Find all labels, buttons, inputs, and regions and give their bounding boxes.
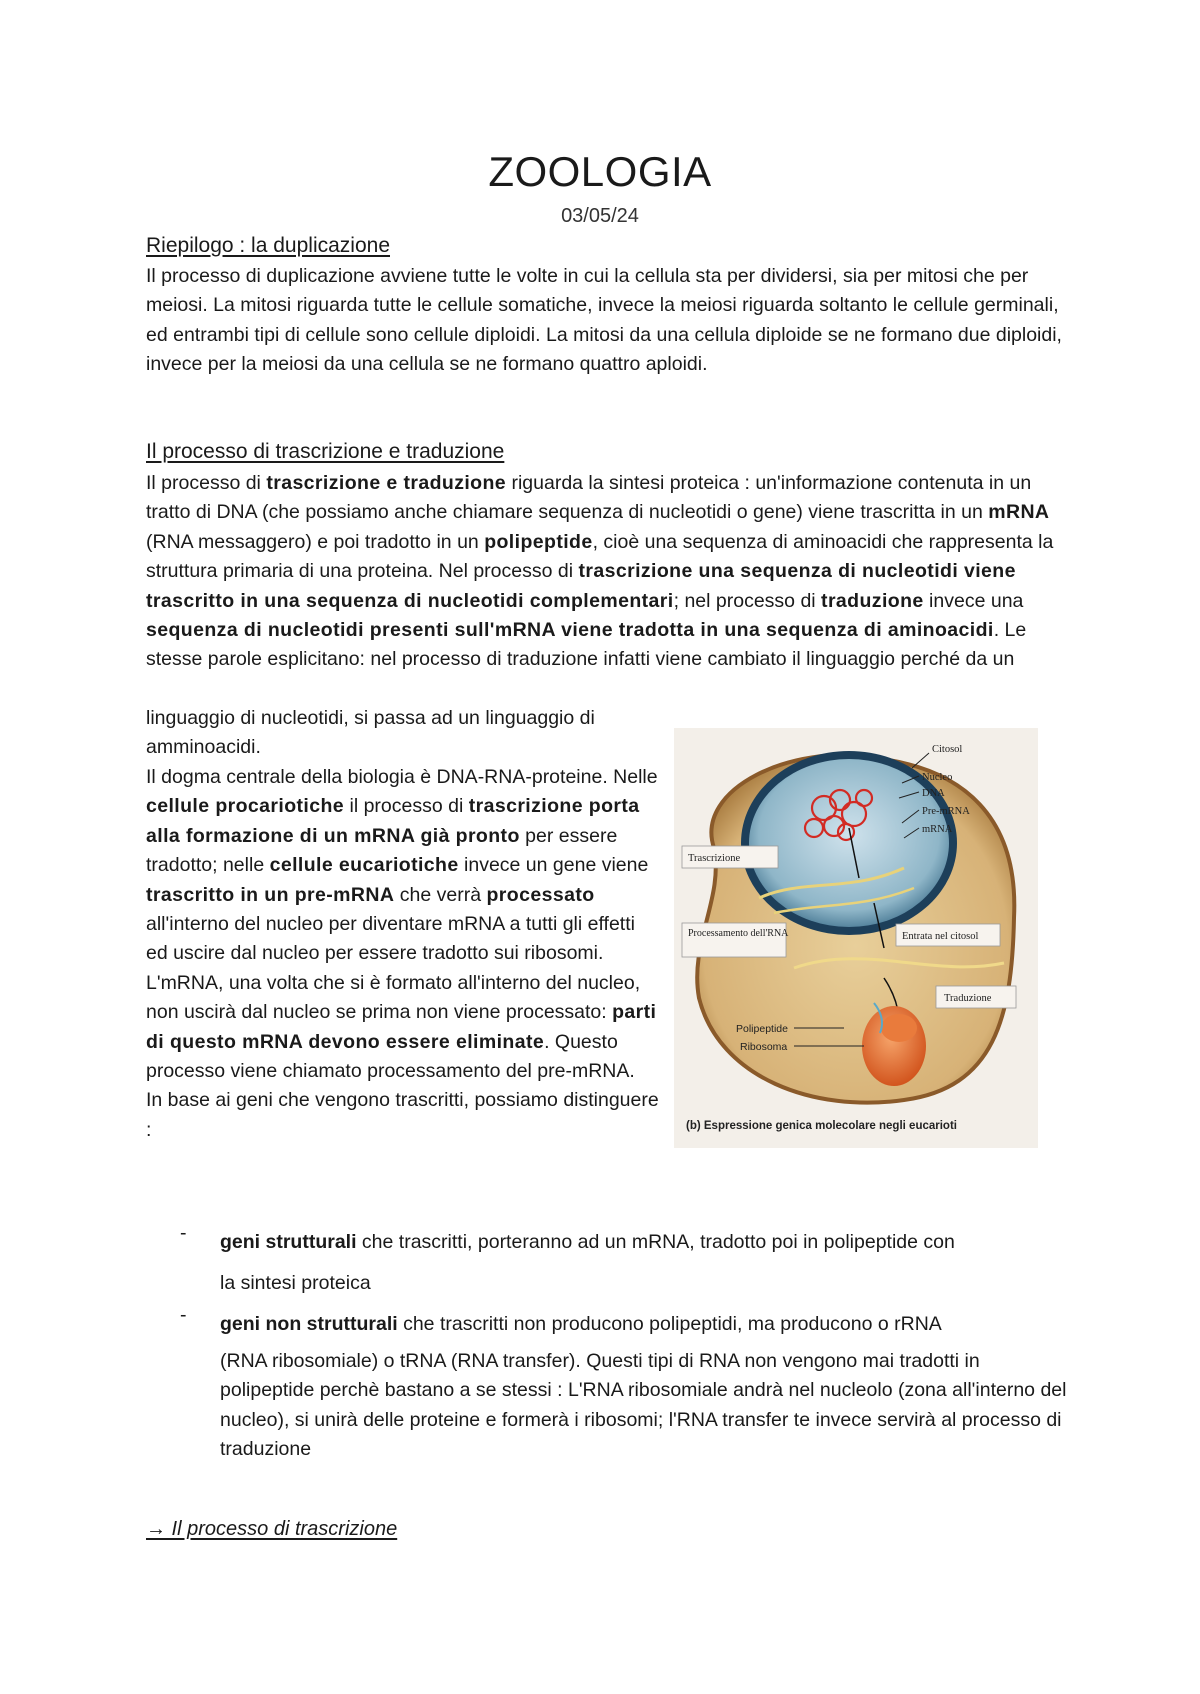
list-item-text xyxy=(220,1222,1076,1263)
text-run: (RNA messaggero) e poi tradotto in un xyxy=(146,530,485,553)
text-run: . Le stesse parole esplicitano: nel processo di traduzione infatti viene cambiato il linguaggio perché da un xyxy=(146,619,1027,671)
text-run: all'interno del nucleo per diventare mRNA a tutti gli effetti ed uscire dal nucleo per essere tradotto sui ribosomi. L'mRNA, una volta che si è formato all'interno del nucleo, non uscirà dal nucleo se prima non viene processato: xyxy=(146,913,641,1024)
label-dna: DNA xyxy=(922,788,945,799)
text-run: riguarda la sintesi proteica : un'informazione contenuta in un tratto di DNA (che possiamo anche chiamare sequenza di nucleotidi o gene) viene trascritta in un xyxy=(146,472,1032,524)
label-nucleo: Nucleo xyxy=(922,772,953,783)
list-item xyxy=(146,1222,1076,1304)
section-heading-trascrizione: → Il processo di trascrizione xyxy=(146,1518,398,1540)
label-entrata-citosol: Entrata nel citosol xyxy=(902,931,979,942)
bold-term: sequenza di nucleotidi presenti sull'mRNA viene tradotta in una sequenza di aminoacidi xyxy=(146,619,994,642)
text-run: . Questo processo viene chiamato processamento del pre-mRNA. xyxy=(146,1030,635,1083)
label-mrna: mRNA xyxy=(922,824,953,835)
bold-term: cellule procariotiche xyxy=(146,795,345,818)
section-heading-duplicazione: Riepilogo : la duplicazione xyxy=(146,234,390,257)
text-run: il processo di xyxy=(344,795,469,818)
label-citosol: Citosol xyxy=(932,744,963,755)
text-run: per essere tradotto; nelle xyxy=(146,824,618,877)
bold-term: trascrizione una sequenza di nucleotidi viene trascritto in una sequenza di nucleotidi complementari xyxy=(146,560,1016,612)
bold-term: geni non strutturali xyxy=(220,1313,398,1335)
bold-term: mRNA xyxy=(988,501,1050,524)
section-heading-trascrizione-traduzione: Il processo di trascrizione e traduzione xyxy=(146,440,505,463)
text-run: che verrà xyxy=(394,883,487,906)
paragraph-duplicazione: Il processo di duplicazione avviene tutte le volte in cui la cellula sta per dividersi, sia per mitosi che per meiosi. La mitosi riguarda tutte le cellule somatiche, invece la meiosi riguarda soltanto le cellule germinali, ed entrambi tipi di cellule sono cellule diploidi. La mitosi da una cellula diploide se ne formano due diploidi, invece per la meiosi da una cellula se ne formano quattro aploidi. xyxy=(146,265,1062,376)
figure-caption: (b) Espressione genica molecolare negli eucarioti xyxy=(686,1120,957,1132)
bold-term: parti di questo mRNA devono essere eliminate xyxy=(146,1001,657,1053)
gene-expression-figure xyxy=(674,728,1038,1148)
text-line: linguaggio di nucleotidi, si passa ad un linguaggio di xyxy=(146,707,595,729)
cell-illustration xyxy=(674,728,1038,1148)
bold-term: trascrizione porta alla formazione di un mRNA già pronto xyxy=(146,795,640,847)
bold-term: trascritto in un pre-mRNA xyxy=(146,883,395,906)
list-item-continuation: (RNA ribosomiale) o tRNA (RNA transfer). Questi tipi di RNA non vengono mai tradotti in polipeptide perchè bastano a se stessi : L'RNA ribosomiale andrà nel nucleolo (zona all'interno del nucleo), si unirà delle proteine e formerà i ribosomi; l'RNA transfer te invece servirà al processo di traduzione xyxy=(220,1350,1067,1461)
text-run: In base ai geni che vengono trascritti, possiamo distinguere : xyxy=(146,1089,659,1141)
bold-term: traduzione xyxy=(821,589,924,612)
label-polipeptide: Polipeptide xyxy=(736,1023,788,1035)
text-run: che trascritti non producono polipeptidi, ma producono o rRNA xyxy=(397,1313,942,1335)
paragraph-sintesi-proteica xyxy=(146,469,1076,675)
list-item-text xyxy=(220,1304,1076,1345)
text-line: amminoacidi. xyxy=(146,736,261,759)
label-processamento: Processamento dell'RNA xyxy=(688,928,789,939)
label-ribosoma: Ribosoma xyxy=(740,1041,788,1053)
bold-term: geni strutturali xyxy=(220,1231,357,1253)
list-dash: - xyxy=(180,1304,187,1326)
text-run: che trascritti, porteranno ad un mRNA, tradotto poi in polipeptide con xyxy=(356,1231,955,1253)
text-run: Il dogma centrale della biologia è DNA-RNA-proteine. Nelle xyxy=(146,766,658,788)
label-traduzione: Traduzione xyxy=(944,993,992,1004)
paragraph-dogma-centrale xyxy=(146,763,661,1145)
list-item xyxy=(146,1304,1076,1465)
text-run: , cioè una sequenza di aminoacidi che rappresenta la struttura primaria di una proteina. Nel processo di xyxy=(146,530,1054,583)
label-pre-mrna: Pre-mRNA xyxy=(922,806,970,817)
bold-term: processato xyxy=(486,883,595,906)
text-run: invece un gene viene xyxy=(458,854,649,877)
bold-term: cellule eucariotiche xyxy=(269,854,459,877)
label-trascrizione: Trascrizione xyxy=(688,853,741,864)
gene-types-list xyxy=(146,1222,1076,1465)
bold-term: polipeptide xyxy=(484,530,593,553)
text-run: ; nel processo di xyxy=(673,589,822,612)
page-date: 03/05/24 xyxy=(561,205,639,227)
page-title: ZOOLOGIA xyxy=(488,148,712,195)
list-dash: - xyxy=(180,1222,187,1244)
text-run: Il processo di xyxy=(146,472,267,494)
list-item-continuation: la sintesi proteica xyxy=(220,1272,371,1294)
paragraph-linguaggio xyxy=(146,704,686,763)
bold-term: trascrizione e traduzione xyxy=(266,472,507,494)
text-run: invece una xyxy=(923,589,1024,612)
